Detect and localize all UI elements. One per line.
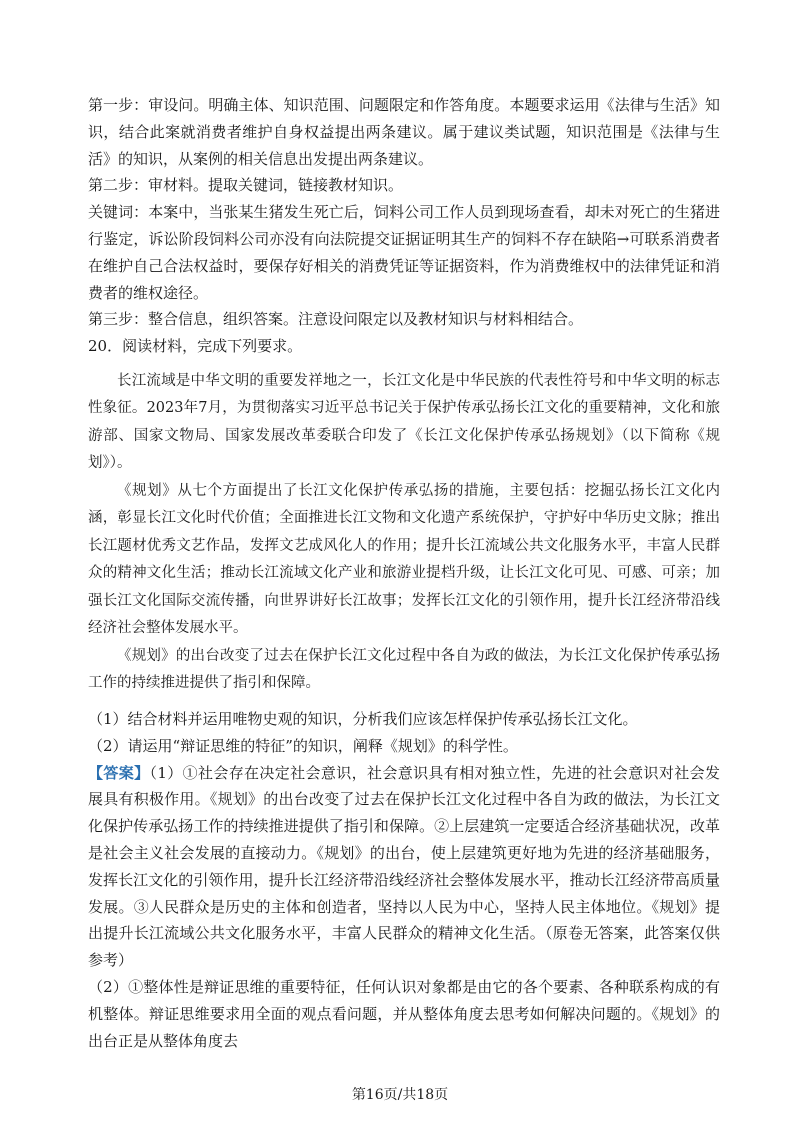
analysis-keywords: 关键词：本案中，当张某生猪发生死亡后，饲料公司工作人员到现场查看，却未对死亡的生猪进行鉴定，诉讼阶段饲料公司亦没有向法院提交证据证明其生产的饲料不存在缺陷→可联系消费者在维护自己合法权益时，要保存好相关的消费凭证等证据资料，作为消费维权中的法律凭证和消费者的维权途径。 bbox=[88, 203, 720, 302]
analysis-step-2: 第二步：审材料。提取关键词，链接教材知识。 bbox=[88, 176, 404, 195]
question-stem: 20．阅读材料，完成下列要求。 bbox=[88, 337, 303, 356]
analysis-step-1: 第一步：审设问。明确主体、知识范围、问题限定和作答角度。本题要求运用《法律与生活》知识，结合此案就消费者维护自身权益提出两条建议。属于建议类试题，知识范围是《法律与生活》的知识，从案例的相关信息出发提出两条建议。 bbox=[88, 96, 720, 168]
answer-part-1 bbox=[88, 760, 720, 974]
material-paragraph-3: 《规划》的出台改变了过去在保护长江文化过程中各自为政的做法，为长江文化保护传承弘扬工作的持续推进提供了指引和保障。 bbox=[88, 647, 720, 692]
answer-part-1-text: （1）①社会存在决定社会意识，社会意识具有相对独立性，先进的社会意识对社会发展具有积极作用。《规划》的出台改变了过去在保护长江文化过程中各自为政的做法，为长江文化保护传承弘扬工作的持续推进提供了指引和保障。②上层建筑一定要适合经济基础状况，改革是社会主义社会发展的直接动力。《规划》的出台，使上层建筑更好地为先进的经济基础服务，发挥长江文化的引领作用，提升长江经济带沿线经济社会整体发展水平，推动长江经济带高质量发展。③人民群众是历史的主体和创造者，坚持以人民为中心，坚持人民主体地位。《规划》提出提升长江流域公共文化服务水平，丰富人民群众的精神文化生活。（原卷无答案，此答案仅供参考） bbox=[88, 763, 720, 970]
sub-question-1: （1）结合材料并运用唯物史观的知识，分析我们应该怎样保护传承弘扬长江文化。 bbox=[88, 709, 638, 728]
material-paragraph-1: 长江流域是中华文明的重要发祥地之一，长江文化是中华民族的代表性符号和中华文明的标志性象征。2023年7月，为贯彻落实习近平总书记关于保护传承弘扬长江文化的重要精神，文化和旅游部、国家文物局、国家发展改革委联合印发了《长江文化保护传承弘扬规划》（以下简称《规划》）。 bbox=[88, 372, 720, 472]
answer-part-2: （2）①整体性是辩证思维的重要特征，任何认识对象都是由它的各个要素、各种联系构成的有机整体。辩证思维要求用全面的观点看问题，并从整体角度去思考如何解决问题的。《规划》的出台正是从整体角度去 bbox=[88, 977, 720, 1050]
answer-tag: 【答案】 bbox=[88, 763, 150, 782]
page-footer: 第16页/共18页 bbox=[351, 1087, 449, 1103]
page-content bbox=[88, 92, 720, 1054]
analysis-step-3: 第三步：整合信息，组织答案。注意设问限定以及教材知识与材料相结合。 bbox=[88, 310, 584, 329]
sub-question-2: （2）请运用“辩证思维的特征”的知识，阐释《规划》的科学性。 bbox=[88, 736, 518, 755]
material-paragraph-2: 《规划》从七个方面提出了长江文化保护传承弘扬的措施，主要包括：挖掘弘扬长江文化内涵，彰显长江文化时代价值；全面推进长江文物和文化遗产系统保护，守护好中华历史文脉；推出长江题材优秀文艺作品，发挥文艺成风化人的作用；提升长江流域公共文化服务水平，丰富人民群众的精神文化生活；推动长江流域文化产业和旅游业提档升级，让长江文化可见、可感、可亲；加强长江文化国际交流传播，向世界讲好长江故事；发挥长江文化的引领作用，提升长江经济带沿线经济社会整体发展水平。 bbox=[88, 482, 720, 637]
